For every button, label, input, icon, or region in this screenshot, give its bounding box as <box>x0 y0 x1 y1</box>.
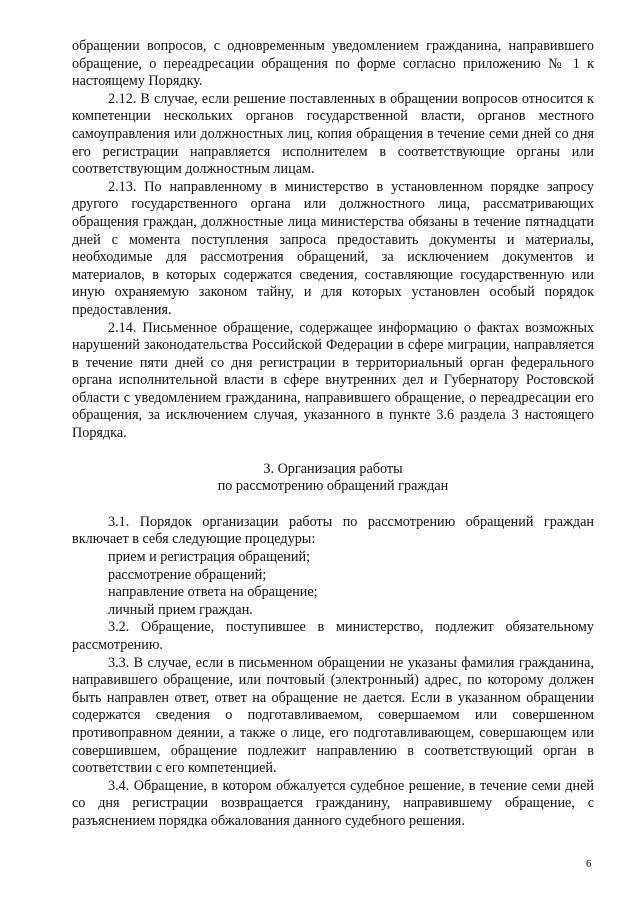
list-item: направление ответа на обращение; <box>108 584 318 601</box>
page-number: 6 <box>586 858 592 870</box>
list-item: личный прием граждан. <box>108 601 253 618</box>
document-page <box>72 38 594 831</box>
paragraph-2-14: 2.14. Письменное обращение, содержащее информацию о фактах возможных нарушений законодательства Российской Федерации в сфере миграции, направляется в течение пяти дней со дня регистрации в территориальный орган федерального органа исполнительной власти в сфере внутренних дел и Губернатору Ростовской области с уведомлением гражданина, направившего обращение, о переадресации его обращения, за исключением случая, указанного в пункте 3.6 раздела 3 настоящего Порядка. <box>72 319 594 442</box>
procedures-list <box>72 549 594 619</box>
list-item: прием и регистрация обращений; <box>108 549 311 566</box>
paragraph-2-12: 2.12. В случае, если решение поставленных в обращении вопросов относится к компетенции нескольких органов государственной власти, органов местного самоуправления или должностных лиц, копия обращения в течение семи дней со дня его регистрации направляется исполнителем в соответствующие органы или соответствующим должностным лицам. <box>72 90 594 178</box>
list-item: рассмотрение обращений; <box>108 566 267 583</box>
paragraph-3-4: 3.4. Обращение, в котором обжалуется судебное решение, в течение семи дней со дня регистрации возвращается гражданину, направившему обращение, с разъяснением порядка обжалования данного судебного решения. <box>72 777 594 829</box>
section-heading-subtitle: по рассмотрению обращений граждан <box>217 478 449 495</box>
paragraph-3-1: 3.1. Порядок организации работы по рассмотрению обращений граждан включает в себя следующие процедуры: <box>72 513 594 548</box>
paragraph-continuation: обращении вопросов, с одновременным уведомлением гражданина, направившего обращение, о переадресации обращения по форме согласно приложению № 1 к настоящему Порядку. <box>72 38 594 90</box>
section-heading-title: 3. Организация работы <box>263 460 403 477</box>
paragraph-2-13: 2.13. По направленному в министерство в установленном порядке запросу другого государственного органа или должностного лица, рассматривающих обращения граждан, должностные лица министерства обязаны в течение пятнадцати дней с момента поступления запроса предоставить документы и материалы, необходимые для рассмотрения обращений, за исключением документов и материалов, в которых содержатся сведения, составляющие государственную или иную охраняемую законом тайну, и для которых установлен особый порядок предоставления. <box>72 178 594 318</box>
paragraph-3-3: 3.3. В случае, если в письменном обращении не указаны фамилия гражданина, направившего обращение, или почтовый (электронный) адрес, по которому должен быть направлен ответ, ответ на обращение не дается. Если в указанном обращении содержатся сведения о подготавливаемом, совершаемом или совершенном противоправном деянии, а также о лице, его подготавливающем, совершающем или совершившем, обращение подлежит направлению в соответствующий орган в соответствии с его компетенцией. <box>72 654 594 777</box>
paragraph-3-2: 3.2. Обращение, поступившее в министерство, подлежит обязательному рассмотрению. <box>72 619 594 653</box>
section-heading <box>72 461 594 496</box>
